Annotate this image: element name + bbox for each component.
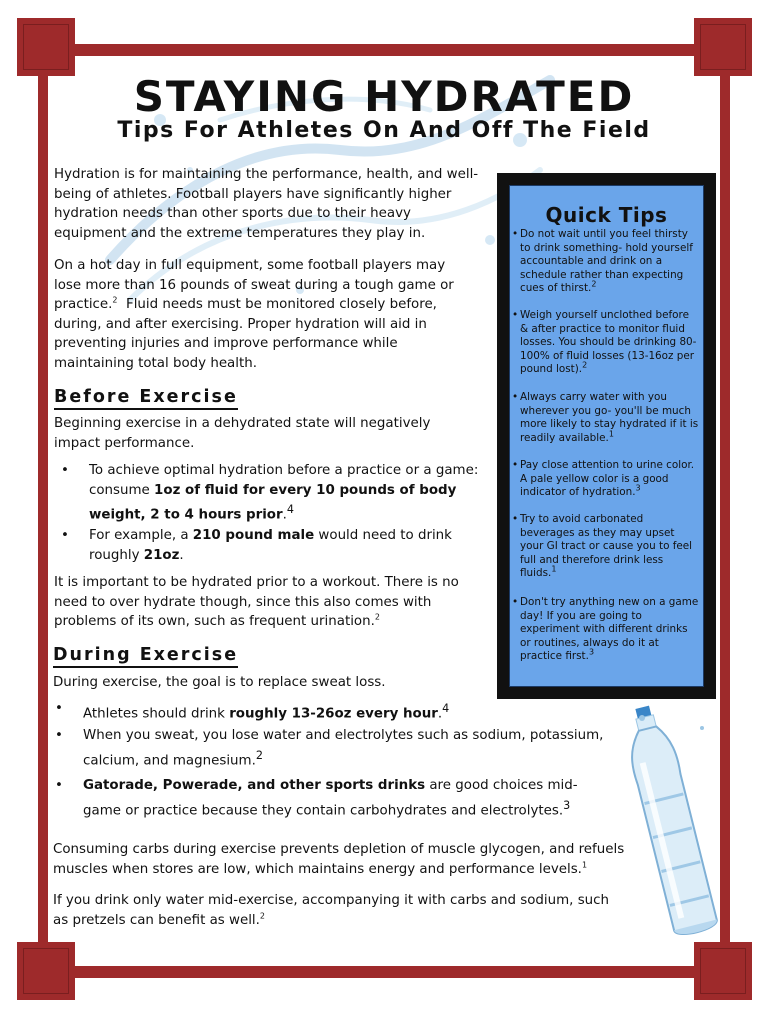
intro-paragraph-2: On a hot day in full equipment, some football players may lose more than 16 pounds of sweat during a tough game or practice.$^2$ Fluid needs must be monitored closely before, during, and after exercising. Proper hydration will aid in preventing injuries and improve performance while maintaining total body health. bbox=[54, 258, 454, 371]
frame-corner-bottom-left bbox=[17, 942, 75, 1000]
quick-tip-item: • Weigh yourself unclothed before & after practice to monitor fluid losses. You should be drinking 80-100% of fluid losses (13-16oz per pound lost).$^2$ bbox=[512, 309, 697, 375]
frame-top-bar bbox=[44, 44, 724, 56]
frame-corner-top-right bbox=[694, 18, 752, 76]
quick-tip-item: • Don't try anything new on a game day! If you are going to experiment with different drinks or routines, always do it at practice first.$^3$ bbox=[512, 596, 699, 662]
frame-bottom-bar bbox=[44, 966, 724, 978]
during-exercise-heading: During Exercise bbox=[53, 645, 238, 668]
frame-right-bar bbox=[720, 44, 730, 978]
during-bullet-1: • Athletes should drink roughly 13-26oz every hour.$^4$ bbox=[55, 701, 450, 722]
quick-tip-item: • Pay close attention to urine color. A pale yellow color is a good indicator of hydration.$^3$ bbox=[512, 459, 695, 498]
during-exercise-intro: During exercise, the goal is to replace sweat loss. bbox=[53, 675, 386, 690]
during-bullet-2: • When you sweat, you lose water and electrolytes such as sodium, potassium, calcium, and magnesium.$^2$ bbox=[55, 728, 604, 768]
during-paragraph-2: If you drink only water mid-exercise, accompanying it with carbs and sodium, such as pretzels can benefit as well.$^2$ bbox=[53, 893, 610, 928]
page-title: STAYING HYDRATED bbox=[133, 72, 635, 121]
before-bullet-1: • To achieve optimal hydration before a practice or a game: consume 1oz of fluid for every 10 pounds of body weight, 2 to 4 hours prior.$^4$ bbox=[61, 463, 479, 523]
water-bottle-icon bbox=[622, 698, 718, 948]
quick-tip-item: • Try to avoid carbonated beverages as they may upset your GI tract or cause you to feel full and therefore drink less fluids.$^1$ bbox=[512, 513, 693, 579]
before-bullet-2: • For example, a 210 pound male would need to drink roughly 21oz. bbox=[61, 528, 452, 563]
before-exercise-heading: Before Exercise bbox=[54, 387, 238, 410]
during-paragraph-1: Consuming carbs during exercise prevents depletion of muscle glycogen, and refuels muscles when stores are low, which maintains energy and performance levels.$^1$ bbox=[53, 842, 625, 877]
frame-left-bar bbox=[38, 44, 48, 978]
page-subtitle: Tips For Athletes On And Off The Field bbox=[117, 118, 651, 143]
intro-paragraph-1: Hydration is for maintaining the performance, health, and well-being of athletes. Football players have significantly higher hydration needs than other sports due to their heavy equipment and the extreme temperatures they play in. bbox=[54, 167, 479, 241]
during-bullet-3: • Gatorade, Powerade, and other sports drinks are good choices mid-game or practice because they contain carbohydrates and electrolytes.$^3$ bbox=[55, 778, 578, 818]
frame-corner-bottom-right bbox=[694, 942, 752, 1000]
before-exercise-intro: Beginning exercise in a dehydrated state will negatively impact performance. bbox=[54, 416, 431, 451]
quick-tip-item: • Always carry water with you wherever you go- you'll be much more likely to stay hydrated if it is readily available.$^1$ bbox=[512, 391, 699, 444]
quick-tip-item: • Do not wait until you feel thirsty to drink something- hold yourself accountable and drink on a schedule rather than expecting cues of thirst.$^2$ bbox=[512, 228, 693, 294]
quick-tips-title: Quick Tips bbox=[545, 203, 668, 227]
before-exercise-closing: It is important to be hydrated prior to a workout. There is no need to over hydrate though, since this also comes with problems of its own, such as frequent urination.$^2$ bbox=[54, 575, 459, 629]
frame-corner-top-left bbox=[17, 18, 75, 76]
